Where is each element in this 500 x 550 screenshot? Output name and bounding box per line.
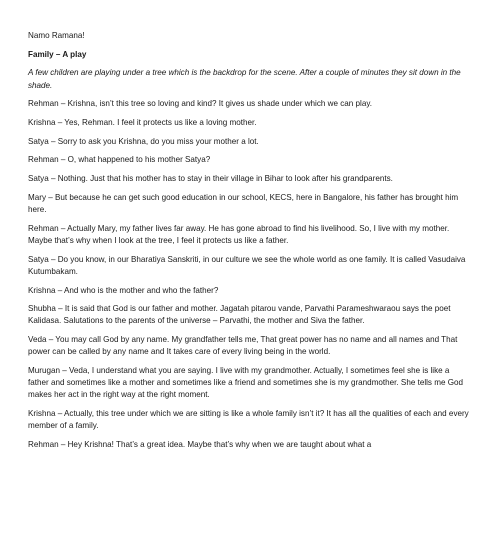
dialogue-line: Krishna – Yes, Rehman. I feel it protects us like a loving mother. xyxy=(28,118,257,128)
dialogue-line: Satya – Nothing. Just that his mother has to stay in their village in Bihar to look after his grandparents. xyxy=(28,174,393,184)
dialogue-line: Krishna – And who is the mother and who the father? xyxy=(28,285,219,295)
dialogue-line: Satya – Sorry to ask you Krishna, do you miss your mother a lot. xyxy=(28,136,259,146)
dialogue-line: Rehman – Hey Krishna! That’s a great idea. Maybe that’s why when we are taught about what a xyxy=(28,440,372,450)
dialogue-line: Veda – You may call God by any name. My grandfather tells me, That great power has no name and all names and That power can be called by any name and It takes care of every living being in the world. xyxy=(28,335,458,357)
dialogue-line: Shubha – It is said that God is our father and mother. Jagatah pitarou vande, Parvathi Parameshwaraou says the poet Kalidasa. Salutations to the parents of the universe – Parvathi, the mother and Siva the father. xyxy=(28,304,451,326)
document-page xyxy=(28,30,472,458)
dialogue-line: Murugan – Veda, I understand what you are saying. I live with my grandmother. Actually, I sometimes feel she is like a father and sometimes like a mother and sometimes like a friend and sometimes she is my grandmother. She tells me God makes her act in the right way at the right moment. xyxy=(28,366,464,400)
dialogue-line: Rehman – O, what happened to his mother Satya? xyxy=(28,155,211,165)
greeting: Namo Ramana! xyxy=(28,31,85,40)
play-title: Family – A play xyxy=(28,49,87,59)
stage-direction: A few children are playing under a tree which is the backdrop for the scene. After a couple of minutes they sit down in the shade. xyxy=(28,68,461,90)
dialogue-line: Satya – Do you know, in our Bharatiya Sanskriti, in our culture we see the whole world as one family. It is called Vasudaiva Kutumbakam. xyxy=(28,254,466,276)
dialogue-line: Mary – But because he can get such good education in our school, KECS, here in Bangalore, his father has brought him here. xyxy=(28,192,459,215)
dialogue-line: Krishna – Actually, this tree under which we are sitting is like a whole family isn’t it? It has all the qualities of each and every member of a family. xyxy=(28,409,469,431)
dialogue-line: Rehman – Krishna, isn’t this tree so loving and kind? It gives us shade under which we can play. xyxy=(28,99,373,109)
dialogue-line: Rehman – Actually Mary, my father lives far away. He has gone abroad to find his livelihood. So, I live with my mother. Maybe that’s why when I look at the tree, I feel it protects us like a father. xyxy=(28,223,450,245)
